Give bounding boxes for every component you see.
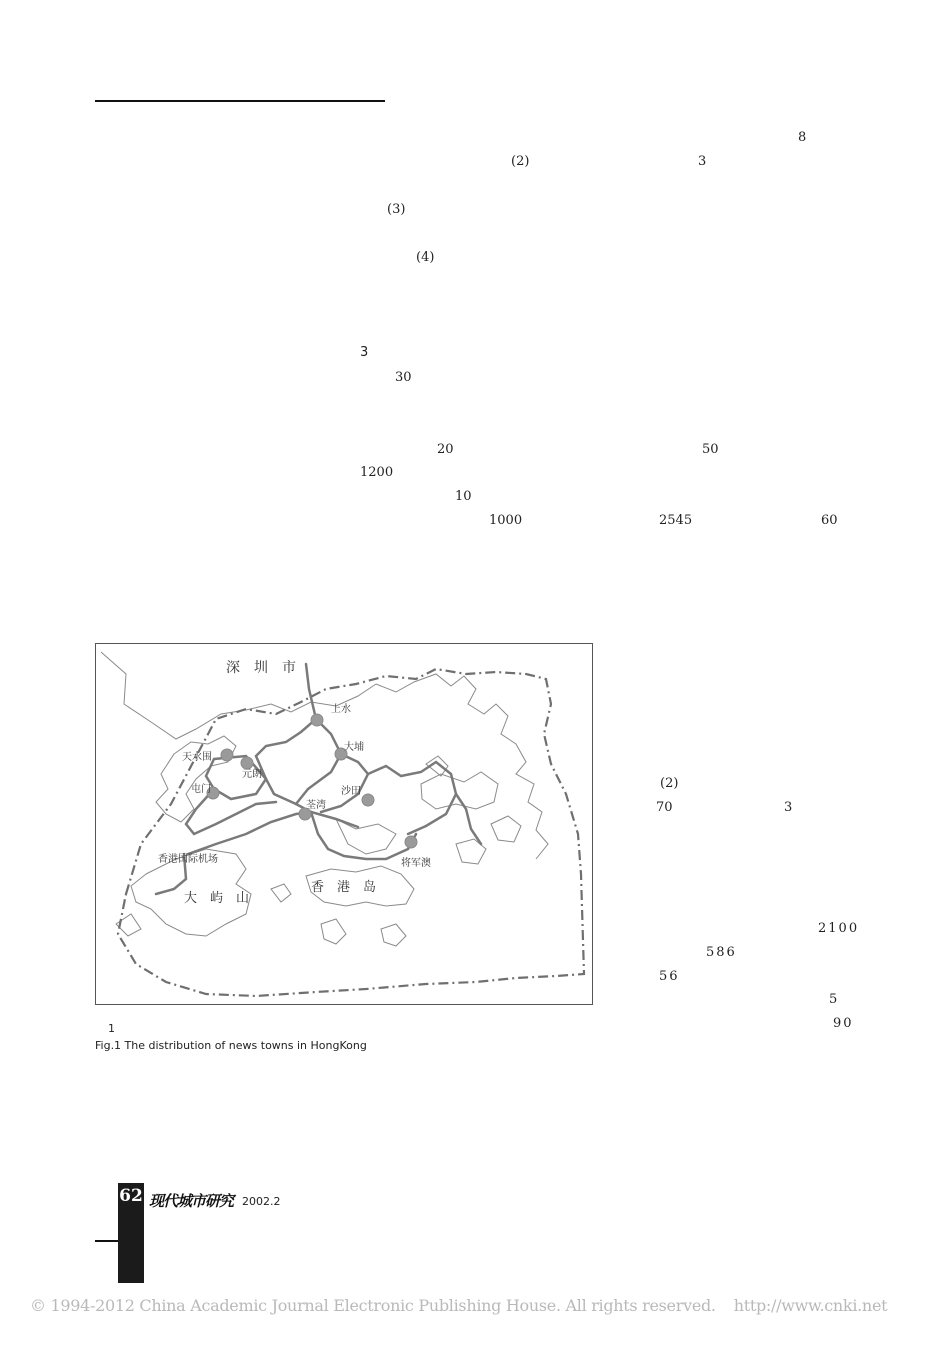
map-label-shenzhen: 深 圳 市 [226, 660, 296, 676]
page-number: 62 [119, 1186, 143, 1206]
map-label-dayushan: 大 屿 山 [184, 891, 250, 906]
number-3-right: 3 [784, 800, 793, 815]
map-label-yuanlang: 元朗 [242, 769, 262, 780]
map-label-dapu: 大埔 [344, 742, 364, 753]
copyright-line [30, 1296, 887, 1315]
number-586: 586 [706, 945, 737, 960]
number-30: 30 [395, 370, 412, 385]
number-50: 50 [702, 442, 719, 457]
number-paren-3: (3) [387, 202, 406, 217]
footer-rule [95, 1240, 118, 1242]
figure-caption: Fig.1 The distribution of news towns in HongKong [95, 1039, 367, 1052]
number-10: 10 [455, 489, 472, 504]
map-label-jiangjunao: 将军澳 [401, 858, 431, 869]
hongkong-new-towns-map [95, 643, 593, 1005]
number-60: 60 [821, 513, 838, 528]
map-label-tunmen: 屯门 [191, 784, 211, 795]
number-1000: 1000 [489, 513, 523, 528]
number-2100: 2100 [818, 921, 860, 936]
map-label-tianshuiwei: 天水围 [182, 752, 212, 763]
copyright-text: © 1994-2012 China Academic Journal Electronic Publishing House. All rights reserved. [30, 1296, 716, 1315]
number-20: 20 [437, 442, 454, 457]
number-1200: 1200 [360, 465, 394, 480]
map-label-hkisland: 香 港 岛 [311, 880, 377, 895]
map-drawing [96, 644, 594, 1006]
journal-issue: 2002.2 [242, 1195, 281, 1208]
number-70: 70 [656, 800, 673, 815]
map-label-quanwan: 荃湾 [306, 800, 326, 811]
figure-number: 1 [108, 1022, 115, 1035]
number-90: 90 [833, 1016, 854, 1031]
number-paren-2: (2) [511, 154, 530, 169]
number-5: 5 [829, 992, 838, 1007]
number-3: 3 [698, 154, 707, 169]
header-rule [95, 100, 385, 102]
journal-name-logo: 现代城市研究 [149, 1192, 234, 1210]
number-paren-4: (4) [416, 250, 435, 265]
number-8: 8 [798, 130, 807, 145]
map-label-airport: 香港国际机场 [158, 854, 218, 865]
number-paren-2-right: (2) [660, 776, 679, 791]
map-label-shatian: 沙田 [341, 786, 361, 797]
cnki-url: http://www.cnki.net [733, 1296, 888, 1315]
section-number-3: 3 [360, 345, 369, 360]
number-2545: 2545 [659, 513, 693, 528]
map-label-shangshui: 上水 [331, 704, 351, 715]
number-56: 56 [659, 969, 680, 984]
